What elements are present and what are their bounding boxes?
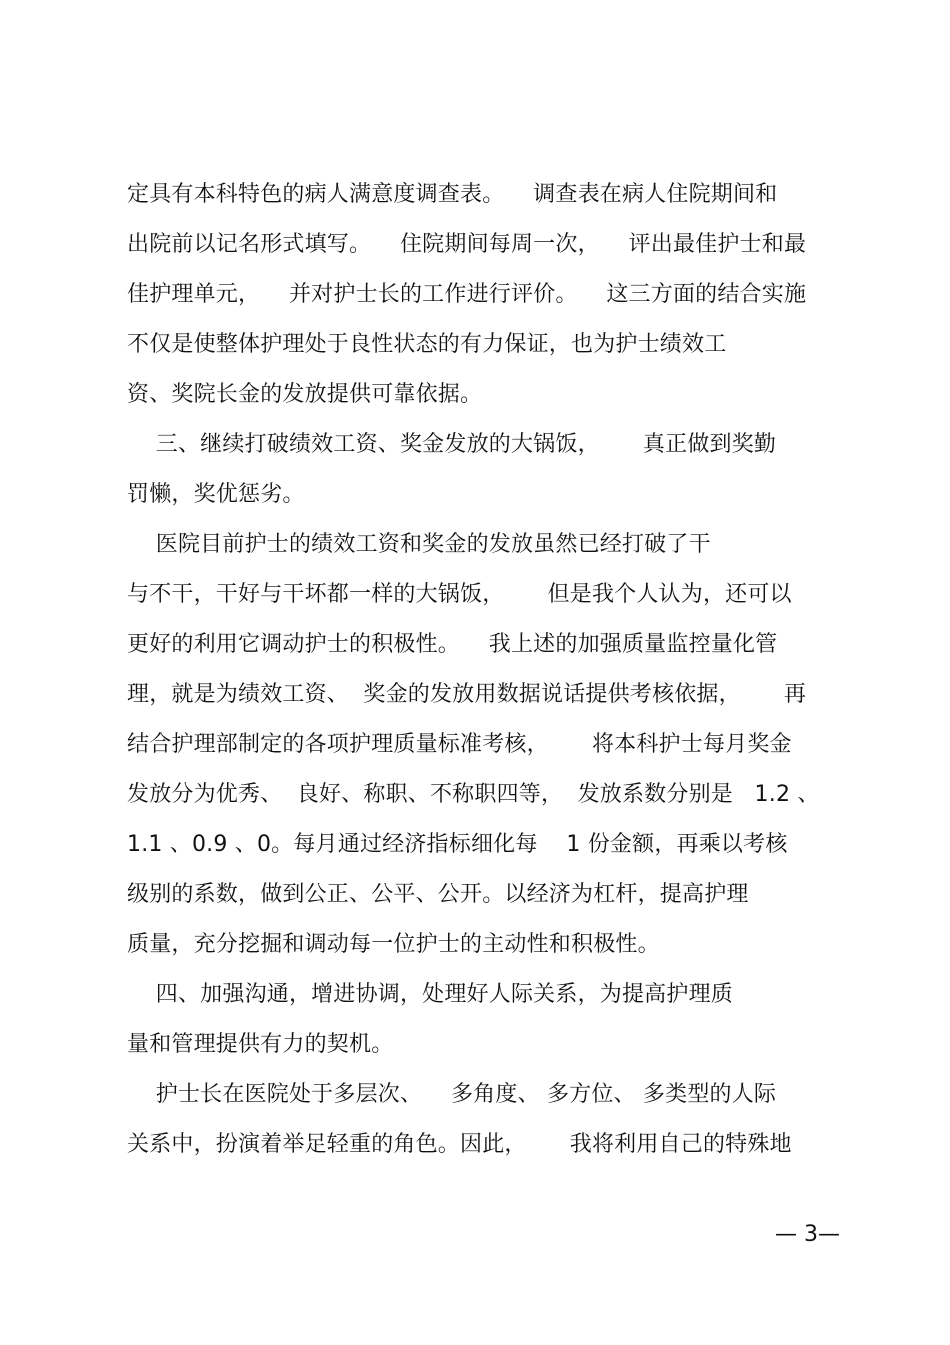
text-line: 级别的系数，做到公正、公平、公开。以经济为杠杆，提高护理 [127,882,749,907]
page-number: — 3— [775,1222,840,1247]
section-heading-four: 四、加强沟通，增进协调，处理好人际关系，为提高护理质 [127,982,733,1007]
text-line: 与不干，干好与干坏都一样的大锅饭， 但是我个人认为，还可以 [127,582,792,607]
text-line: 1.1 、0.9 、0。每月通过经济指标细化每 1 份金额，再乘以考核 [127,832,788,857]
text-line: 发放分为优秀、 良好、称职、不称职四等， 发放系数分别是 1.2 、 [127,782,820,807]
text-line: 量和管理提供有力的契机。 [127,1032,394,1057]
text-line: 医院目前护士的绩效工资和奖金的发放虽然已经打破了干 [127,532,711,557]
text-line: 定具有本科特色的病人满意度调查表。 调查表在病人住院期间和 [127,182,778,207]
text-line: 理，就是为绩效工资、 奖金的发放用数据说话提供考核依据， 再 [127,682,807,707]
text-line: 结合护理部制定的各项护理质量标准考核， 将本科护士每月奖金 [127,732,792,757]
text-line: 出院前以记名形式填写。 住院期间每周一次， 评出最佳护士和最 [127,232,807,257]
text-line: 不仅是使整体护理处于良性状态的有力保证，也为护士绩效工 [127,332,727,357]
text-line: 质量，充分挖掘和调动每一位护士的主动性和积极性。 [127,932,660,957]
text-line: 佳护理单元， 并对护士长的工作进行评价。 这三方面的结合实施 [127,282,807,307]
text-line: 资、奖院长金的发放提供可靠依据。 [127,382,483,407]
text-line: 罚懒，奖优惩劣。 [127,482,305,507]
text-line: 关系中，扮演着举足轻重的角色。因此， 我将利用自己的特殊地 [127,1132,792,1157]
text-line: 护士长在医院处于多层次、 多角度、 多方位、 多类型的人际 [127,1082,777,1107]
text-line: 更好的利用它调动护士的积极性。 我上述的加强质量监控量化管 [127,632,778,657]
section-heading-three: 三、继续打破绩效工资、奖金发放的大锅饭， 真正做到奖勤 [127,432,777,457]
